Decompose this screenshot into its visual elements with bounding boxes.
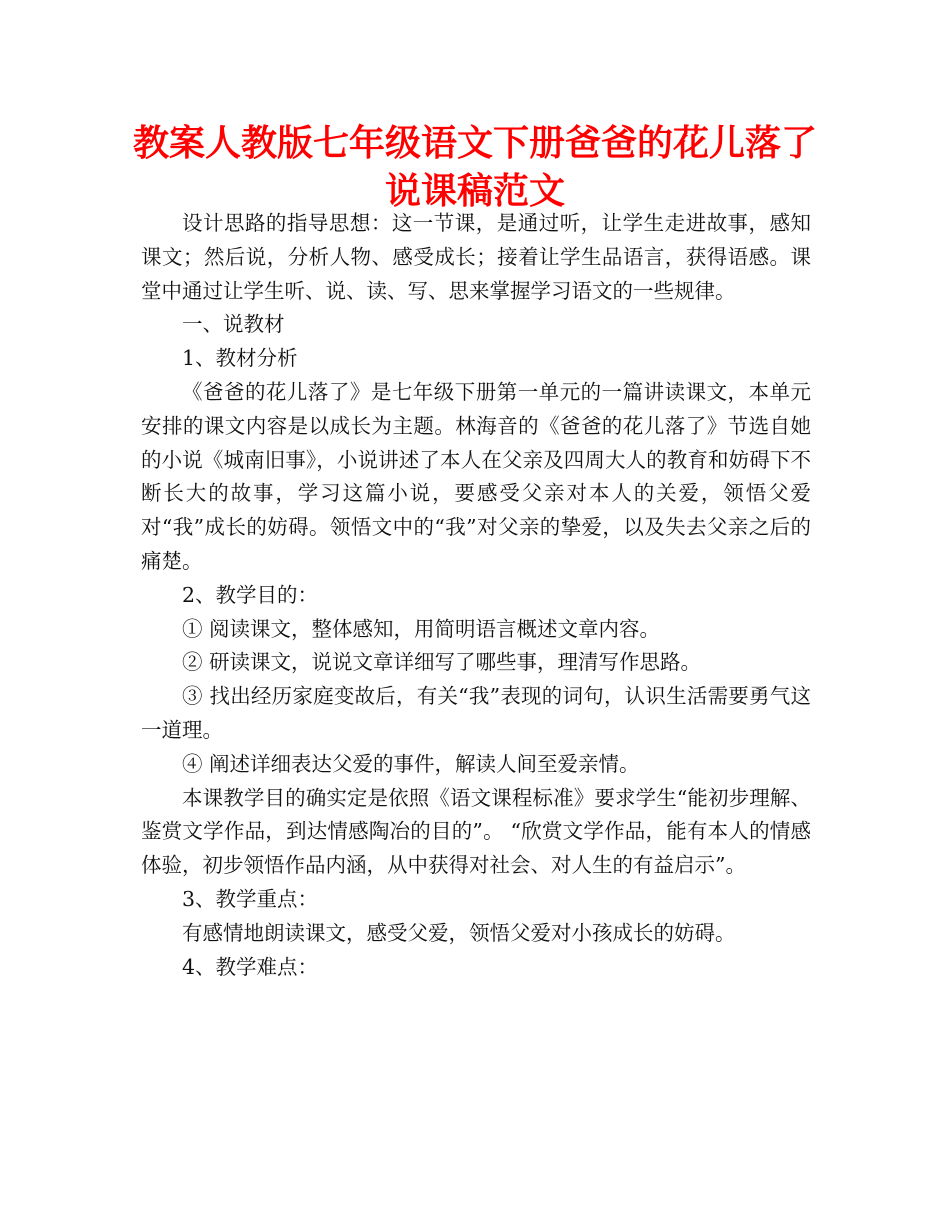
goal-item-2: ② 研读课文，说说文章详细写了哪些事，理清写作思路。 (182, 650, 702, 675)
document-body (141, 207, 811, 984)
section-heading-textbook: 一、说教材 (182, 312, 285, 337)
subheading-teaching-difficulty: 4、教学难点： (182, 954, 319, 979)
paragraph-textbook-analysis: 《爸爸的花儿落了》是七年级下册第一单元的一篇讲读课文，本单元安排的课文内容是以成长为主题。林海音的《爸爸的花儿落了》节选自她的小说《城南旧事》，小说讲述了本人在父亲及四周大人的教育和妨碍下不断长大的故事，学习这篇小说，要感受父亲对本人的关爱，领悟父爱对“我”成长的妨碍。领悟文中的“我”对父亲的挚爱，以及失去父亲之后的痛楚。 (141, 379, 811, 573)
goal-item-1: ① 阅读课文，整体感知，用简明语言概述文章内容。 (182, 616, 661, 641)
goal-item-4: ④ 阐述详细表达父爱的事件，解读人间至爱亲情。 (182, 751, 640, 776)
subheading-teaching-goals: 2、教学目的： (182, 582, 319, 607)
paragraph-goals-basis: 本课教学目的确实定是依照《语文课程标准》要求学生“能初步理解、鉴赏文学作品，到达情感陶冶的目的”。 “欣赏文学作品，能有本人的情感体验，初步领悟作品内涵，从中获得对社会、对人生的有益启示”。 (141, 785, 811, 878)
subheading-teaching-focus: 3、教学重点： (182, 886, 319, 911)
paragraph-design-idea: 设计思路的指导思想：这一节课，是通过听，让学生走进故事，感知课文；然后说，分析人物、感受成长；接着让学生品语言，获得语感。课堂中通过让学生听、说、读、写、思来掌握学习语文的一些规律。 (141, 211, 811, 303)
subheading-textbook-analysis: 1、教材分析 (182, 346, 298, 371)
goal-item-3: ③ 找出经历家庭变故后，有关“我”表现的词句，认识生活需要勇气这一道理。 (141, 684, 811, 742)
paragraph-teaching-focus: 有感情地朗读课文，感受父爱，领悟父爱对小孩成长的妨碍。 (182, 920, 736, 945)
document-title: 教案人教版七年级语文下册爸爸的花儿落了说课稿范文 (132, 123, 817, 212)
